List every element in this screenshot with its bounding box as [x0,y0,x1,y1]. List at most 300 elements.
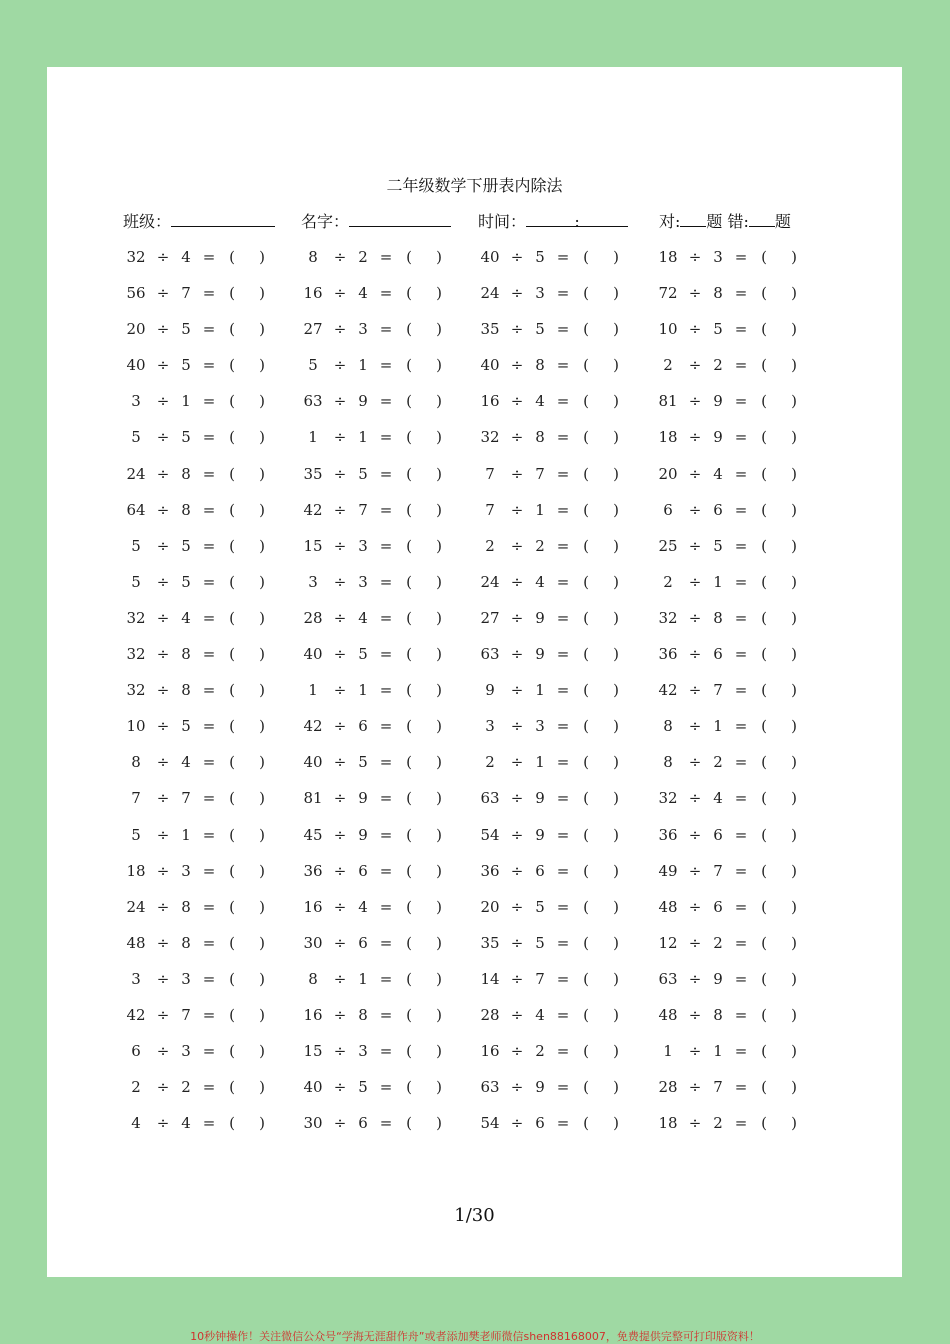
divisor: 5 [358,464,368,483]
divisor: 5 [181,428,191,447]
equals-sign: = [734,1042,748,1061]
divide-sign: ÷ [510,1005,524,1024]
divisor: 5 [181,536,191,555]
divisor: 5 [181,572,191,591]
dividend: 40 [303,1078,323,1097]
divisor: 5 [535,897,545,916]
score-field [659,209,791,232]
dividend: 32 [658,608,678,627]
equals-sign: = [202,428,216,447]
divide-sign: ÷ [688,572,702,591]
divisor: 2 [713,753,723,772]
equals-sign: = [379,717,393,736]
answer-close-paren: ) [259,1042,265,1061]
divide-sign: ÷ [156,572,170,591]
divisor: 2 [713,933,723,952]
dividend: 16 [480,1042,500,1061]
problem-row [47,275,902,311]
divisor: 9 [713,392,723,411]
answer-open-paren: ( [406,717,412,736]
dividend: 2 [131,1078,141,1097]
answer-close-paren: ) [436,428,442,447]
dividend: 12 [658,933,678,952]
answer-open-paren: ( [229,825,235,844]
answer-open-paren: ( [583,645,589,664]
divisor: 1 [535,500,545,519]
divide-sign: ÷ [333,969,347,988]
answer-open-paren: ( [583,1005,589,1024]
divisor: 3 [358,536,368,555]
equals-sign: = [379,608,393,627]
answer-close-paren: ) [259,248,265,266]
divisor: 4 [358,897,368,916]
equals-sign: = [556,464,570,483]
dividend: 2 [485,536,495,555]
equals-sign: = [556,681,570,700]
divisor: 3 [181,969,191,988]
dividend: 48 [658,1005,678,1024]
divide-sign: ÷ [688,356,702,375]
answer-close-paren: ) [613,248,619,266]
divisor: 6 [358,933,368,952]
divide-sign: ÷ [156,1114,170,1133]
dividend: 10 [658,320,678,339]
divide-sign: ÷ [333,933,347,952]
divisor: 1 [713,572,723,591]
answer-open-paren: ( [583,284,589,303]
answer-close-paren: ) [259,572,265,591]
divisor: 6 [713,500,723,519]
answer-close-paren: ) [613,1114,619,1133]
answer-close-paren: ) [613,536,619,555]
answer-close-paren: ) [791,645,797,664]
answer-open-paren: ( [406,933,412,952]
problem-row [47,708,902,744]
answer-close-paren: ) [259,320,265,339]
divisor: 6 [358,717,368,736]
equals-sign: = [379,789,393,808]
divisor: 1 [181,392,191,411]
answer-close-paren: ) [436,284,442,303]
answer-open-paren: ( [406,464,412,483]
divide-sign: ÷ [333,1114,347,1133]
answer-open-paren: ( [583,1078,589,1097]
divide-sign: ÷ [156,536,170,555]
problem-row [47,672,902,708]
dividend: 16 [480,392,500,411]
divisor: 9 [358,825,368,844]
divide-sign: ÷ [510,572,524,591]
divide-sign: ÷ [333,645,347,664]
divide-sign: ÷ [156,645,170,664]
answer-close-paren: ) [436,356,442,375]
answer-close-paren: ) [259,789,265,808]
dividend: 18 [126,861,146,880]
answer-close-paren: ) [436,789,442,808]
equals-sign: = [202,536,216,555]
equals-sign: = [379,500,393,519]
dividend: 81 [303,789,323,808]
divisor: 4 [181,753,191,772]
dividend: 27 [480,608,500,627]
answer-close-paren: ) [259,464,265,483]
equals-sign: = [556,1005,570,1024]
dividend: 42 [658,681,678,700]
divisor: 7 [358,500,368,519]
problem-row [47,961,902,997]
answer-open-paren: ( [229,897,235,916]
divisor: 4 [535,392,545,411]
divisor: 5 [181,356,191,375]
answer-close-paren: ) [791,284,797,303]
dividend: 63 [480,789,500,808]
equals-sign: = [202,464,216,483]
answer-open-paren: ( [406,356,412,375]
divide-sign: ÷ [156,392,170,411]
answer-open-paren: ( [761,608,767,627]
answer-close-paren: ) [613,428,619,447]
answer-open-paren: ( [583,969,589,988]
divide-sign: ÷ [510,500,524,519]
answer-close-paren: ) [259,753,265,772]
divisor: 4 [181,248,191,266]
answer-close-paren: ) [259,645,265,664]
answer-close-paren: ) [613,608,619,627]
divide-sign: ÷ [333,464,347,483]
equals-sign: = [202,681,216,700]
divide-sign: ÷ [333,825,347,844]
equals-sign: = [202,897,216,916]
divide-sign: ÷ [510,356,524,375]
dividend: 30 [303,933,323,952]
divisor: 6 [358,1114,368,1133]
divisor: 2 [713,356,723,375]
divide-sign: ÷ [688,248,702,266]
answer-open-paren: ( [229,392,235,411]
dividend: 48 [658,897,678,916]
divisor: 8 [358,1005,368,1024]
equals-sign: = [734,681,748,700]
divide-sign: ÷ [156,320,170,339]
dividend: 7 [485,500,495,519]
divide-sign: ÷ [688,753,702,772]
answer-close-paren: ) [791,789,797,808]
answer-open-paren: ( [229,1005,235,1024]
divisor: 7 [181,1005,191,1024]
answer-open-paren: ( [761,500,767,519]
worksheet-title: 二年级数学下册表内除法 [386,176,563,195]
divisor: 8 [181,464,191,483]
answer-open-paren: ( [229,248,235,266]
answer-close-paren: ) [436,681,442,700]
equals-sign: = [379,897,393,916]
answer-open-paren: ( [406,572,412,591]
divisor: 5 [181,320,191,339]
answer-open-paren: ( [583,572,589,591]
answer-open-paren: ( [229,284,235,303]
answer-close-paren: ) [613,356,619,375]
dividend: 36 [303,861,323,880]
equals-sign: = [202,1005,216,1024]
divisor: 2 [358,248,368,266]
dividend: 9 [485,681,495,700]
answer-close-paren: ) [259,897,265,916]
answer-open-paren: ( [761,1005,767,1024]
answer-open-paren: ( [761,1078,767,1097]
answer-open-paren: ( [229,1114,235,1133]
answer-open-paren: ( [406,681,412,700]
answer-close-paren: ) [791,969,797,988]
divide-sign: ÷ [156,1042,170,1061]
dividend: 2 [663,356,673,375]
answer-close-paren: ) [436,933,442,952]
equals-sign: = [556,248,570,266]
dividend: 32 [480,428,500,447]
name-blank [349,212,451,227]
divide-sign: ÷ [156,825,170,844]
equals-sign: = [734,536,748,555]
dividend: 81 [658,392,678,411]
equals-sign: = [556,320,570,339]
answer-close-paren: ) [791,1005,797,1024]
answer-open-paren: ( [583,536,589,555]
answer-close-paren: ) [436,392,442,411]
equals-sign: = [734,861,748,880]
dividend: 3 [308,572,318,591]
answer-close-paren: ) [259,1078,265,1097]
equals-sign: = [556,645,570,664]
divisor: 8 [181,645,191,664]
dividend: 16 [303,897,323,916]
divide-sign: ÷ [688,500,702,519]
equals-sign: = [734,356,748,375]
problem-row [47,997,902,1033]
problem-row [47,456,902,492]
divisor: 8 [181,933,191,952]
answer-open-paren: ( [761,248,767,266]
divide-sign: ÷ [510,608,524,627]
equals-sign: = [202,392,216,411]
answer-close-paren: ) [436,464,442,483]
answer-open-paren: ( [583,608,589,627]
dividend: 24 [126,464,146,483]
answer-close-paren: ) [613,825,619,844]
dividend: 6 [663,500,673,519]
answer-open-paren: ( [761,825,767,844]
answer-close-paren: ) [436,897,442,916]
divide-sign: ÷ [510,1078,524,1097]
equals-sign: = [379,933,393,952]
equals-sign: = [202,933,216,952]
equals-sign: = [734,825,748,844]
answer-close-paren: ) [259,825,265,844]
answer-open-paren: ( [229,789,235,808]
answer-open-paren: ( [229,753,235,772]
divide-sign: ÷ [156,969,170,988]
answer-close-paren: ) [436,969,442,988]
equals-sign: = [379,356,393,375]
equals-sign: = [556,1042,570,1061]
divisor: 2 [713,1114,723,1133]
divide-sign: ÷ [688,320,702,339]
divide-sign: ÷ [156,284,170,303]
answer-open-paren: ( [229,608,235,627]
problem-row [47,564,902,600]
dividend: 48 [126,933,146,952]
divide-sign: ÷ [510,248,524,266]
answer-open-paren: ( [406,536,412,555]
divide-sign: ÷ [156,897,170,916]
divisor: 5 [358,645,368,664]
answer-close-paren: ) [613,933,619,952]
divide-sign: ÷ [333,861,347,880]
answer-close-paren: ) [613,500,619,519]
divisor: 1 [535,681,545,700]
equals-sign: = [202,1042,216,1061]
problem-row [47,1105,902,1141]
dividend: 7 [131,789,141,808]
problem-row [47,600,902,636]
dividend: 15 [303,536,323,555]
answer-open-paren: ( [761,753,767,772]
divide-sign: ÷ [510,392,524,411]
dividend: 3 [485,717,495,736]
dividend: 5 [308,356,318,375]
answer-open-paren: ( [761,572,767,591]
dividend: 32 [126,645,146,664]
problem-row [47,347,902,383]
answer-open-paren: ( [406,392,412,411]
dividend: 8 [308,248,318,266]
problem-row [47,744,902,780]
equals-sign: = [556,753,570,772]
dividend: 18 [658,1114,678,1133]
divisor: 9 [713,969,723,988]
answer-open-paren: ( [761,1042,767,1061]
answer-open-paren: ( [761,1114,767,1133]
answer-close-paren: ) [259,356,265,375]
answer-open-paren: ( [229,717,235,736]
equals-sign: = [202,320,216,339]
divide-sign: ÷ [156,1005,170,1024]
divide-sign: ÷ [688,969,702,988]
answer-close-paren: ) [791,1114,797,1133]
dividend: 54 [480,1114,500,1133]
dividend: 6 [131,1042,141,1061]
equals-sign: = [734,897,748,916]
divide-sign: ÷ [333,681,347,700]
equals-sign: = [556,356,570,375]
equals-sign: = [734,789,748,808]
answer-close-paren: ) [436,536,442,555]
answer-open-paren: ( [761,392,767,411]
divide-sign: ÷ [156,681,170,700]
answer-open-paren: ( [761,897,767,916]
answer-close-paren: ) [436,753,442,772]
equals-sign: = [379,1114,393,1133]
divide-sign: ÷ [688,681,702,700]
divisor: 9 [535,1078,545,1097]
answer-close-paren: ) [613,392,619,411]
divide-sign: ÷ [156,753,170,772]
dividend: 28 [480,1005,500,1024]
divide-sign: ÷ [510,861,524,880]
equals-sign: = [202,1078,216,1097]
divisor: 6 [713,825,723,844]
divisor: 8 [535,356,545,375]
answer-close-paren: ) [259,392,265,411]
answer-close-paren: ) [791,320,797,339]
answer-close-paren: ) [791,861,797,880]
correct-label: 对: [659,212,681,231]
equals-sign: = [734,428,748,447]
divisor: 3 [713,248,723,266]
divide-sign: ÷ [333,572,347,591]
answer-open-paren: ( [229,356,235,375]
equals-sign: = [202,753,216,772]
answer-close-paren: ) [436,572,442,591]
answer-close-paren: ) [613,284,619,303]
dividend: 8 [131,753,141,772]
dividend: 63 [480,645,500,664]
answer-open-paren: ( [583,789,589,808]
answer-close-paren: ) [436,608,442,627]
answer-close-paren: ) [436,1114,442,1133]
answer-close-paren: ) [436,861,442,880]
answer-open-paren: ( [406,825,412,844]
name-label: 名字： [301,212,350,231]
answer-open-paren: ( [229,645,235,664]
answer-close-paren: ) [613,861,619,880]
problem-row [47,636,902,672]
equals-sign: = [202,500,216,519]
equals-sign: = [734,572,748,591]
dividend: 25 [658,536,678,555]
answer-close-paren: ) [436,248,442,266]
correct-unit: 题 [706,212,723,231]
divide-sign: ÷ [688,1005,702,1024]
divisor: 6 [535,861,545,880]
answer-close-paren: ) [613,1078,619,1097]
equals-sign: = [556,608,570,627]
equals-sign: = [202,861,216,880]
divisor: 9 [535,825,545,844]
problem-row [47,780,902,816]
divide-sign: ÷ [156,933,170,952]
dividend: 36 [480,861,500,880]
dividend: 30 [303,1114,323,1133]
divide-sign: ÷ [333,1042,347,1061]
time-field [478,209,628,232]
divide-sign: ÷ [510,897,524,916]
answer-open-paren: ( [229,681,235,700]
divide-sign: ÷ [688,1042,702,1061]
divide-sign: ÷ [510,428,524,447]
divisor: 5 [713,536,723,555]
dividend: 18 [658,428,678,447]
answer-open-paren: ( [583,428,589,447]
answer-open-paren: ( [583,933,589,952]
equals-sign: = [202,789,216,808]
divisor: 5 [713,320,723,339]
divide-sign: ÷ [510,284,524,303]
equals-sign: = [734,1005,748,1024]
divide-sign: ÷ [156,789,170,808]
dividend: 40 [480,356,500,375]
dividend: 2 [663,572,673,591]
equals-sign: = [734,717,748,736]
dividend: 1 [308,681,318,700]
